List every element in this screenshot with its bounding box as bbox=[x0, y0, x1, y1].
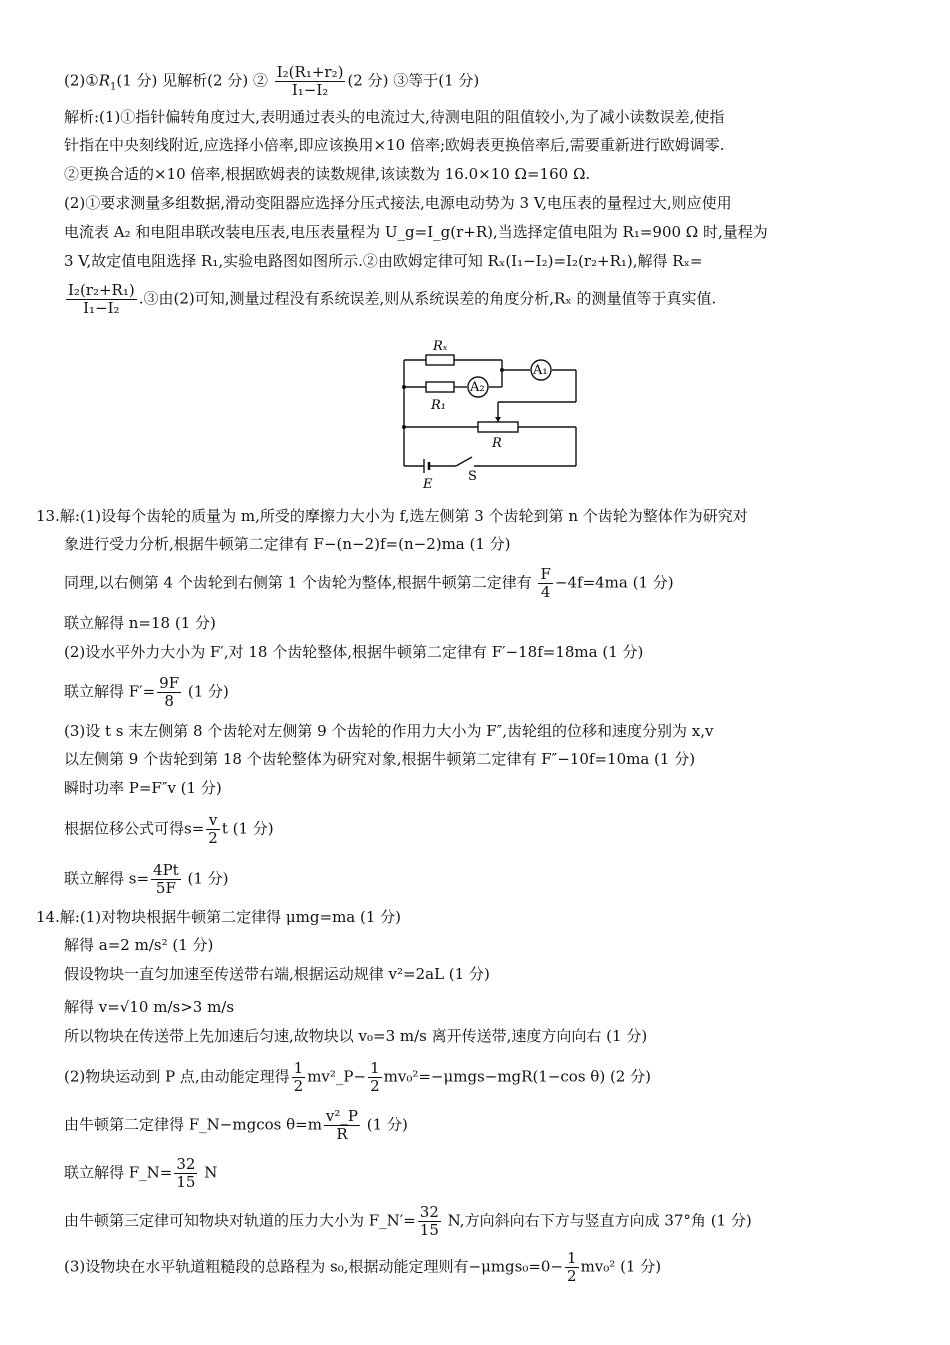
text-segment: 同理,以右侧第 4 个齿轮到右侧第 1 个齿轮为整体,根据牛顿第二定律有 bbox=[64, 573, 532, 592]
text-segment: (3)设物块在水平轨道粗糙段的总路程为 s₀,根据动能定理则有−μmgs₀=0− bbox=[64, 1257, 564, 1276]
fraction bbox=[324, 1108, 360, 1143]
text-segment: 联立解得 s= bbox=[64, 869, 150, 888]
text-segment: −4f=4ma (1 分) bbox=[554, 573, 674, 592]
rx-resistor bbox=[426, 355, 454, 365]
q14-line-9 bbox=[64, 1204, 752, 1239]
text-segment: mv²_P− bbox=[307, 1067, 367, 1086]
fraction-numerator: I₂(R₁+r₂) bbox=[276, 63, 344, 81]
text-segment: 联立解得 F′= bbox=[64, 682, 156, 701]
circuit-diagram bbox=[398, 335, 583, 490]
text-segment: N bbox=[199, 1163, 218, 1182]
q13-line-1: 13.解:(1)设每个齿轮的质量为 m,所受的摩擦力大小为 f,选左侧第 3 个齿轮到第 n 个齿轮为整体作为研究对 bbox=[36, 507, 748, 525]
q12-explain-line-7 bbox=[64, 282, 716, 317]
rheostat-r bbox=[478, 422, 518, 432]
label-a2: A₂ bbox=[470, 380, 485, 395]
fraction-denominator: 2 bbox=[567, 1267, 577, 1285]
label-a1: A₁ bbox=[533, 363, 548, 378]
fraction-numerator: F bbox=[540, 565, 551, 583]
text-segment: N,方向斜向右下方与竖直方向成 37°角 (1 分) bbox=[442, 1211, 752, 1230]
label-r1: R₁ bbox=[431, 398, 446, 413]
q12-explain-line-1: 解析:(1)①指针偏转角度过大,表明通过表头的电流过大,待测电阻的阻值较小,为了减小读数误差,使指 bbox=[64, 108, 725, 126]
q12-explain-line-6: 3 V,故定值电阻选择 R₁,实验电路图如图所示.②由欧姆定律可知 Rₓ(I₁−I₂)=I₂(r₂+R₁),解得 Rₓ= bbox=[64, 252, 703, 270]
q12-answer-fraction bbox=[275, 64, 346, 99]
text-segment: 由牛顿第三定律可知物块对轨道的压力大小为 F_N′= bbox=[64, 1211, 416, 1230]
q12-explain-tail: .③由(2)可知,测量过程没有系统误差,则从系统误差的角度分析,Rₓ 的测量值等于真实值. bbox=[138, 289, 717, 308]
q13-line-8: 以左侧第 9 个齿轮到第 18 个齿轮整体为研究对象,根据牛顿第二定律有 F″−10f=10ma (1 分) bbox=[64, 750, 696, 768]
q13-line-11 bbox=[64, 862, 229, 897]
q13-line-7: (3)设 t s 末左侧第 8 个齿轮对左侧第 9 个齿轮的作用力大小为 F″,齿轮组的位移和速度分别为 x,v bbox=[64, 722, 714, 740]
q12-answer-line bbox=[64, 64, 479, 99]
q14-line-2: 解得 a=2 m/s² (1 分) bbox=[64, 936, 214, 954]
q14-line-6 bbox=[64, 1060, 651, 1095]
text-segment: 联立解得 F_N= bbox=[64, 1163, 173, 1182]
fraction bbox=[418, 1204, 441, 1239]
fraction bbox=[174, 1156, 197, 1191]
fraction-denominator: 2 bbox=[370, 1077, 380, 1095]
q13-line-4: 联立解得 n=18 (1 分) bbox=[64, 614, 216, 632]
fraction-denominator: 5F bbox=[155, 879, 176, 897]
q13-line-10 bbox=[64, 812, 274, 847]
label-s: S bbox=[468, 469, 477, 484]
fraction-denominator: 15 bbox=[419, 1221, 439, 1239]
fraction-denominator: 15 bbox=[176, 1173, 196, 1191]
q14-line-1: 14.解:(1)对物块根据牛顿第二定律得 μmg=ma (1 分) bbox=[36, 908, 402, 926]
q14-line-8 bbox=[64, 1156, 217, 1191]
fraction-denominator: 8 bbox=[164, 692, 174, 710]
fraction-denominator: I₁−I₂ bbox=[291, 81, 329, 99]
fraction bbox=[151, 862, 181, 897]
q12-answer-r-sub: 1 bbox=[110, 81, 117, 93]
text-segment: (1 分) bbox=[182, 869, 229, 888]
q13-line-5: (2)设水平外力大小为 F′,对 18 个齿轮整体,根据牛顿第二定律有 F′−18f=18ma (1 分) bbox=[64, 643, 644, 661]
fraction-denominator: 4 bbox=[540, 583, 551, 601]
text-segment: mv₀²=−μmgs−mgR(1−cos θ) (2 分) bbox=[383, 1067, 651, 1086]
text-segment: t (1 分) bbox=[221, 819, 274, 838]
fraction-numerator: v bbox=[206, 812, 220, 830]
fraction-numerator: I₂(r₂+R₁) bbox=[68, 281, 135, 299]
fraction-denominator: I₁−I₂ bbox=[83, 299, 120, 317]
q14-line-7 bbox=[64, 1108, 408, 1143]
q13-line-3 bbox=[64, 566, 674, 601]
fraction bbox=[538, 566, 552, 601]
fraction-numerator: 32 bbox=[419, 1203, 439, 1221]
text-segment: 根据位移公式可得s= bbox=[64, 819, 205, 838]
fraction-denominator: 2 bbox=[293, 1077, 304, 1095]
q12-answer-a1: (2)① bbox=[64, 71, 99, 90]
text-segment: 由牛顿第二定律得 F_N−mgcos θ=m bbox=[64, 1115, 322, 1134]
q13-line-6 bbox=[64, 675, 229, 710]
q12-answer-r: R bbox=[98, 71, 110, 90]
q14-line-10 bbox=[64, 1250, 661, 1285]
q14-line-3: 假设物块一直匀加速至传送带右端,根据运动规律 v²=2aL (1 分) bbox=[64, 965, 490, 983]
q12-explain-line-5: 电流表 A₂ 和电阻串联改装电压表,电压表量程为 U_g=I_g(r+R),当选择定值电阻为 R₁=900 Ω 时,量程为 bbox=[64, 223, 768, 241]
fraction bbox=[206, 812, 220, 847]
q12-explain-line-4: (2)①要求测量多组数据,滑动变阻器应选择分压式接法,电源电动势为 3 V,电压表的量程过大,则应使用 bbox=[64, 194, 732, 212]
fraction-numerator: v²_P bbox=[325, 1107, 359, 1125]
text-segment: (1 分) bbox=[183, 682, 229, 701]
fraction-numerator: 1 bbox=[567, 1249, 577, 1267]
fraction-numerator: 1 bbox=[370, 1059, 380, 1077]
q12-answer-mid: (1 分) 见解析(2 分) ② bbox=[116, 71, 268, 90]
q14-line-5: 所以物块在传送带上先加速后匀速,故物块以 v₀=3 m/s 离开传送带,速度方向向右 (1 分) bbox=[64, 1027, 648, 1045]
text-segment: (2)物块运动到 P 点,由动能定理得 bbox=[64, 1067, 290, 1086]
fraction bbox=[368, 1060, 382, 1095]
q12-answer-tail: (2 分) ③等于(1 分) bbox=[347, 71, 480, 90]
label-e: E bbox=[423, 477, 433, 490]
q14-line-4: 解得 v=√10 m/s>3 m/s bbox=[64, 998, 235, 1016]
q13-line-2: 象进行受力分析,根据牛顿第二定律有 F−(n−2)f=(n−2)ma (1 分) bbox=[64, 535, 511, 553]
fraction-numerator: 1 bbox=[293, 1059, 304, 1077]
text-segment: (1 分) bbox=[362, 1115, 408, 1134]
fraction-numerator: 32 bbox=[176, 1155, 196, 1173]
fraction bbox=[157, 675, 181, 710]
r1-resistor bbox=[426, 382, 454, 392]
text-segment: mv₀² (1 分) bbox=[580, 1257, 662, 1276]
q12-rx-fraction bbox=[66, 282, 137, 317]
fraction bbox=[292, 1060, 306, 1095]
fraction-numerator: 9F bbox=[159, 674, 180, 692]
q13-line-9: 瞬时功率 P=F″v (1 分) bbox=[64, 779, 222, 797]
fraction-numerator: 4Pt bbox=[153, 861, 179, 879]
q12-explain-line-3: ②更换合适的×10 倍率,根据欧姆表的读数规律,该读数为 16.0×10 Ω=160 Ω. bbox=[64, 165, 591, 183]
fraction-denominator: 2 bbox=[208, 829, 218, 847]
q12-explain-line-2: 针指在中央刻线附近,应选择小倍率,即应该换用×10 倍率;欧姆表更换倍率后,需要重新进行欧姆调零. bbox=[64, 136, 725, 154]
fraction-denominator: R bbox=[336, 1125, 348, 1143]
fraction bbox=[565, 1250, 579, 1285]
label-rx: Rₓ bbox=[433, 339, 448, 354]
label-r: R bbox=[492, 436, 502, 451]
